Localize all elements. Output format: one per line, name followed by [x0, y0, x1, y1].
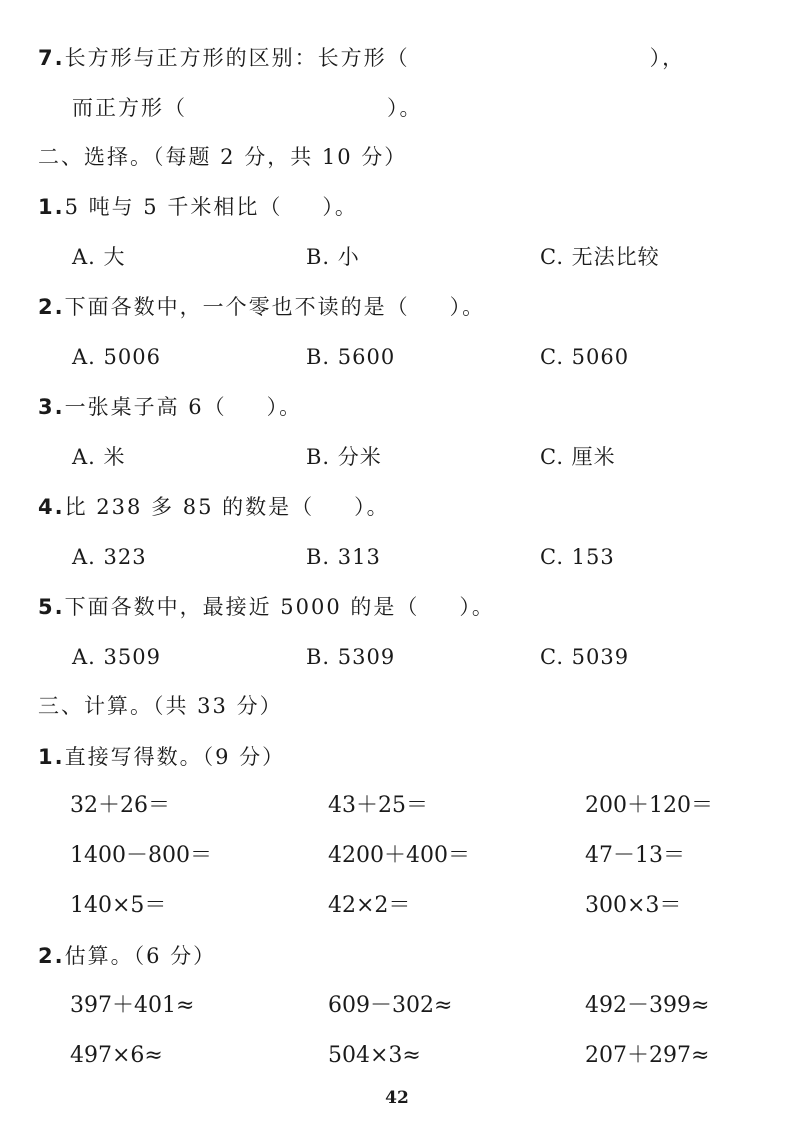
question-number: 7.	[38, 46, 65, 70]
calc-item: 300×3＝	[585, 893, 682, 918]
choice-question-3	[38, 393, 302, 421]
option-c: C. 厘米	[540, 445, 616, 469]
calc-item: 32＋26＝	[70, 793, 170, 818]
option-b: B. 分米	[306, 445, 382, 469]
option-b: B. 5309	[306, 645, 396, 669]
question-stem: 下面各数中，一个零也不读的是（	[64, 295, 410, 319]
question-stem-end: ）。	[459, 595, 495, 619]
option-c: C. 5060	[540, 345, 630, 369]
question-stem-end: ）。	[322, 195, 358, 219]
section-title-calculation: 三、计算。（共 33 分）	[38, 694, 283, 718]
choice-question-4	[38, 493, 390, 521]
calc-question-2	[38, 942, 216, 970]
question-number: 1.	[38, 195, 65, 219]
estimate-item: 492－399≈	[585, 993, 710, 1018]
option-a: A. 3509	[72, 645, 161, 669]
question-text: 长方形与正方形的区别：长方形（	[64, 46, 410, 70]
question-stem-end: ）。	[449, 295, 486, 319]
choice-question-5	[38, 593, 495, 621]
question-number: 1.	[38, 745, 65, 769]
question-title: 直接写得数。（9 分）	[64, 745, 286, 769]
question-stem-end: ）。	[266, 395, 303, 419]
question-stem: 下面各数中，最接近 5000 的是（	[64, 595, 420, 619]
option-a: A. 大	[72, 245, 126, 269]
option-c: C. 153	[540, 545, 615, 569]
question-stem-end: ）。	[354, 495, 390, 519]
estimate-item: 497×6≈	[70, 1043, 163, 1068]
estimate-item: 207＋297≈	[585, 1043, 710, 1068]
option-a: A. 5006	[72, 345, 161, 369]
calc-item: 200＋120＝	[585, 793, 713, 818]
choice-question-2	[38, 293, 485, 321]
question-number: 2.	[38, 944, 65, 968]
calc-item: 140×5＝	[70, 893, 167, 918]
estimate-item: 609－302≈	[328, 993, 453, 1018]
option-b: B. 313	[306, 545, 381, 569]
option-b: B. 小	[306, 245, 360, 269]
calc-item: 4200＋400＝	[328, 843, 470, 868]
calc-item: 42×2＝	[328, 893, 411, 918]
option-c: C. 无法比较	[540, 245, 660, 269]
question-stem: 一张桌子高 6（	[64, 395, 227, 419]
question-number: 5.	[38, 595, 65, 619]
option-b: B. 5600	[306, 345, 396, 369]
question-title: 估算。（6 分）	[64, 944, 217, 968]
choice-question-1	[38, 193, 358, 221]
option-a: A. 米	[72, 445, 126, 469]
estimate-item: 504×3≈	[328, 1043, 421, 1068]
question-stem: 5 吨与 5 千米相比（	[64, 195, 283, 219]
question-text-end: ）。	[387, 96, 423, 120]
option-c: C. 5039	[540, 645, 630, 669]
question-text: 而正方形（	[72, 96, 187, 120]
question-number: 4.	[38, 495, 65, 519]
question-stem: 比 238 多 85 的数是（	[64, 495, 315, 519]
question-7-line1	[38, 44, 685, 72]
estimate-item: 397＋401≈	[70, 993, 195, 1018]
page-number: 42	[385, 1088, 409, 1108]
question-number: 3.	[38, 395, 65, 419]
section-title-choice: 二、选择。（每题 2 分，共 10 分）	[38, 145, 408, 169]
question-7-line2	[72, 94, 423, 122]
option-a: A. 323	[72, 545, 147, 569]
calc-item: 43＋25＝	[328, 793, 428, 818]
calc-item: 47－13＝	[585, 843, 685, 868]
question-text-end: ），	[649, 46, 686, 70]
calc-item: 1400－800＝	[70, 843, 212, 868]
calc-question-1	[38, 743, 285, 771]
question-number: 2.	[38, 295, 65, 319]
